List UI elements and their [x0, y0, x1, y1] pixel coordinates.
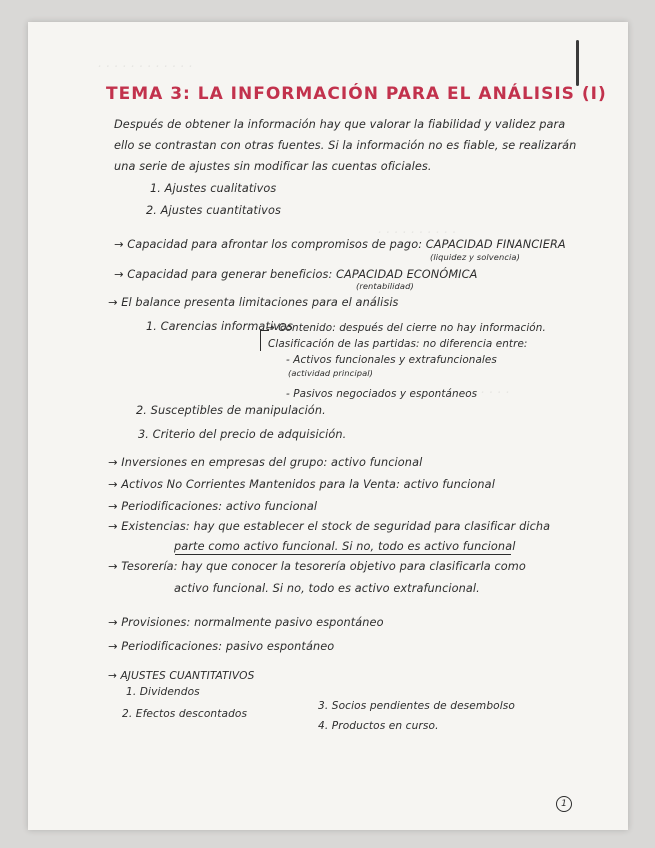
carencias-clasificacion: Clasificación de las partidas: no diferencia entre:: [268, 338, 528, 350]
intro-line-2: ello se contrastan con otras fuentes. Si la información no es fiable, se realizarán: [114, 139, 577, 152]
intro-line-3: una serie de ajustes sin modificar las cuentas oficiales.: [114, 160, 432, 173]
bleed-through-text: . . . . . . . . . .: [378, 222, 457, 237]
ajuste-efectos-descontados: 2. Efectos descontados: [122, 708, 248, 720]
item-periodificaciones-activo: → Periodificaciones: activo funcional: [108, 500, 318, 513]
criterio-precio: 3. Criterio del precio de adquisición.: [138, 428, 347, 441]
page-number: 1: [556, 796, 572, 812]
carencias-activos-note: (actividad principal): [288, 368, 374, 378]
susceptibles-manipulacion: 2. Susceptibles de manipulación.: [136, 404, 326, 417]
tesoreria-line-2: activo funcional. Si no, todo es activo extrafuncional.: [174, 582, 480, 595]
existencias-underline: [175, 554, 511, 555]
adjust-type-2: 2. Ajustes cuantitativos: [146, 204, 281, 217]
intro-line-1: Después de obtener la información hay que valorar la fiabilidad y validez para: [114, 118, 566, 131]
carencias-activos: - Activos funcionales y extrafuncionales: [286, 354, 497, 366]
provisiones: → Provisiones: normalmente pasivo espontáneo: [108, 616, 384, 629]
carencias-label: 1. Carencias informativas: [146, 320, 294, 333]
notebook-page: [28, 22, 628, 830]
ajuste-productos-en-curso: 4. Productos en curso.: [318, 720, 439, 732]
capacidad-beneficios: → Capacidad para generar beneficios: CAPACIDAD ECONÓMICA: [114, 268, 478, 281]
item-inversiones: → Inversiones en empresas del grupo: activo funcional: [108, 456, 423, 469]
periodificaciones-pasivo: → Periodificaciones: pasivo espontáneo: [108, 640, 335, 653]
existencias-line-1: → Existencias: hay que establecer el stock de seguridad para clasificar dicha: [108, 520, 551, 533]
adjust-type-1: 1. Ajustes cualitativos: [150, 182, 277, 195]
carencias-pasivos: - Pasivos negociados y espontáneos: [286, 388, 478, 400]
bleed-through-text: . . . . . . . . . . . .: [98, 56, 194, 71]
ajustes-cuantitativos-heading: → AJUSTES CUANTITATIVOS: [108, 670, 255, 682]
capacidad-beneficios-note: (rentabilidad): [356, 281, 414, 291]
page-title: TEMA 3: LA INFORMACIÓN PARA EL ANÁLISIS (I): [106, 84, 607, 104]
carencias-contenido: → Contenido: después del cierre no hay información.: [266, 322, 546, 334]
balance-limitaciones: → El balance presenta limitaciones para el análisis: [108, 296, 399, 309]
capacidad-pago: → Capacidad para afrontar los compromisos de pago: CAPACIDAD FINANCIERA: [114, 238, 566, 251]
page-edge-mark: [576, 40, 579, 86]
ajuste-dividendos: 1. Dividendos: [126, 686, 200, 698]
capacidad-pago-note: (liquidez y solvencia): [430, 252, 520, 262]
tesoreria-line-1: → Tesorería: hay que conocer la tesorería objetivo para clasificarla como: [108, 560, 526, 573]
existencias-line-2: parte como activo funcional. Si no, todo es activo funcional: [174, 540, 516, 553]
ajuste-socios-pendientes: 3. Socios pendientes de desembolso: [318, 700, 515, 712]
item-activos-no-corrientes: → Activos No Corrientes Mantenidos para la Venta: activo funcional: [108, 478, 495, 491]
bleed-through-text: . . . . . . . .: [448, 382, 510, 397]
